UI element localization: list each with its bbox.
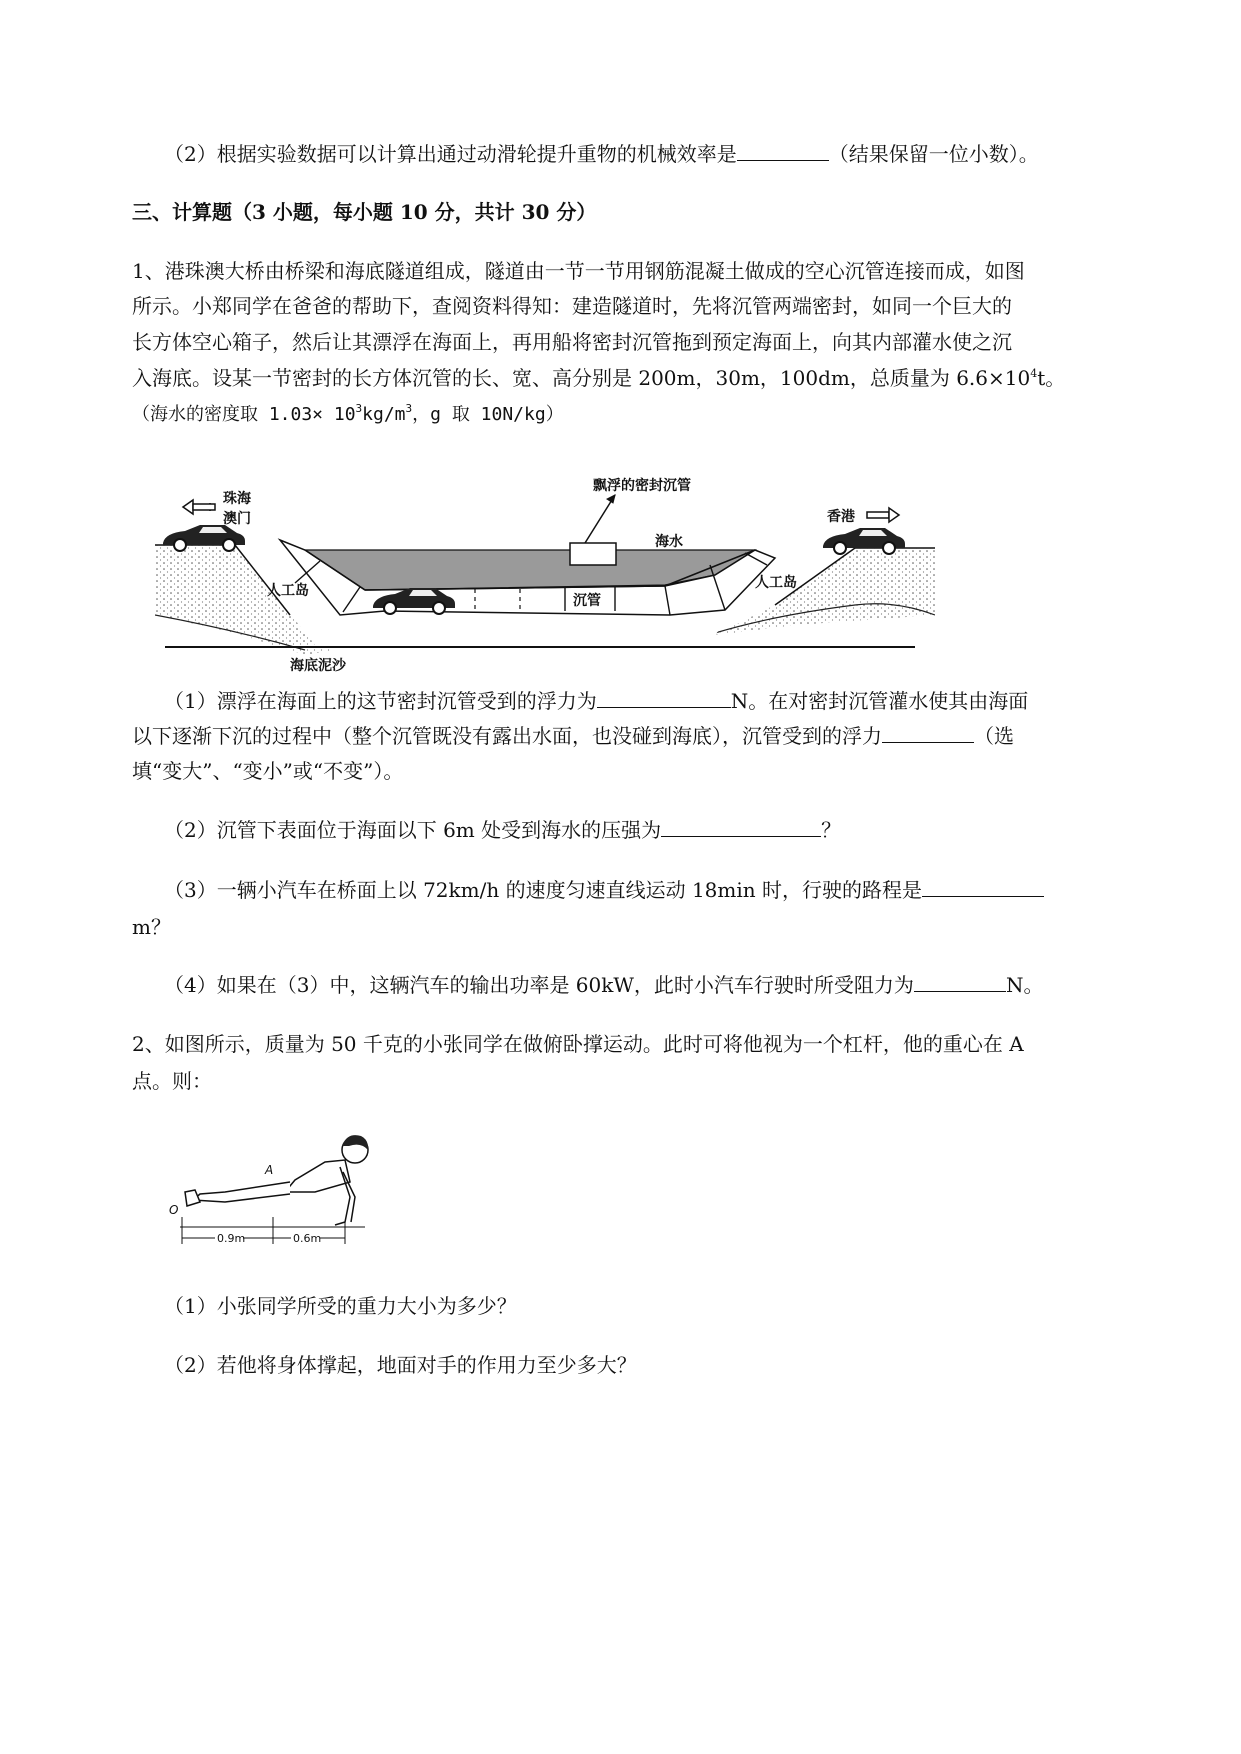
problem-1-line-2: 所示。小郑同学在爸爸的帮助下，查阅资料得知：建造隧道时，先将沉管两端密封，如同一个巨大的 xyxy=(132,294,1012,318)
label-seabed: 海底泥沙 xyxy=(290,658,346,674)
problem-1-line-4: 入海底。设某一节密封的长方体沉管的长、宽、高分别是 200m，30m，100dm，总质量为 $6.6\times 10^4t$。 xyxy=(132,366,1066,390)
label-tube: 沉管 xyxy=(573,593,601,609)
answer-blank[interactable] xyxy=(882,722,974,743)
answer-blank[interactable] xyxy=(922,876,1044,897)
pushup-diagram xyxy=(165,1122,380,1252)
section-title: 三、计算题（3 小题，每小题 10 分，共计 30 分） xyxy=(132,200,597,224)
label-macau: 澳门 xyxy=(223,511,251,527)
answer-blank[interactable] xyxy=(737,140,829,161)
problem-1-q3-line-2: m？ xyxy=(132,915,171,939)
problem-1-line-5: （海水的密度取 $1.03\times 10^3kg/m^3$，g 取 10N/kg） xyxy=(132,402,564,425)
problem-1-line-3: 长方体空心箱子，然后让其漂浮在海面上，再用船将密封沉管拖到预定海面上，向其内部灌水使之沉 xyxy=(132,330,1012,354)
label-hongkong: 香港 xyxy=(827,509,855,525)
problem-1-q1-line-2: 以下逐渐下沉的过程中（整个沉管既没有露出水面，也没碰到海底），沉管受到的浮力 （选 xyxy=(132,724,1014,748)
label-floating-tube: 飘浮的密封沉管 xyxy=(593,478,691,494)
problem-1-q1-line-1: （1）漂浮在海面上的这节密封沉管受到的浮力为 N。在对密封沉管灌水使其由海面 xyxy=(164,689,1029,713)
right-arrow-icon xyxy=(867,508,899,522)
problem-1-q2: （2）沉管下表面位于海面以下 6m 处受到海水的压强为 ？ xyxy=(164,818,842,842)
left-arrow-icon xyxy=(183,500,215,514)
label-island-right: 人工岛 xyxy=(755,575,797,591)
label-dist-1: 0.9m xyxy=(217,1232,246,1245)
problem-1-q4: （4）如果在（3）中，这辆汽车的输出功率是 60kW，此时小汽车行驶时所受阻力为 N。 xyxy=(164,973,1044,997)
problem-2-q1: （1）小张同学所受的重力大小为多少？ xyxy=(164,1294,517,1318)
problem-2-line-2: 点。则： xyxy=(132,1069,212,1093)
problem-2-line-1: 2、如图所示，质量为 50 千克的小张同学在做俯卧撑运动。此时可将他视为一个杠杆，他的重心在 A xyxy=(132,1032,1024,1056)
problem-1-line-1: 1、港珠澳大桥由桥梁和海底隧道组成，隧道由一节一节用钢筋混凝土做成的空心沉管连接而成，如图 xyxy=(132,259,1025,283)
label-dist-2: 0.6m xyxy=(293,1232,322,1245)
floating-tube-box xyxy=(570,543,616,565)
answer-blank[interactable] xyxy=(597,687,731,708)
label-o: O xyxy=(169,1203,179,1217)
problem-1-q1-line-3: 填“变大”、“变小”或“不变”）。 xyxy=(132,759,404,783)
answer-blank[interactable] xyxy=(914,971,1006,992)
label-seawater: 海水 xyxy=(655,534,683,550)
label-a: A xyxy=(265,1163,274,1177)
prev-question-2: （2）根据实验数据可以计算出通过动滑轮提升重物的机械效率是 （结果保留一位小数）。 xyxy=(164,142,1039,166)
tunnel-diagram xyxy=(155,465,935,725)
answer-blank[interactable] xyxy=(661,816,821,837)
problem-2-q2: （2）若他将身体撑起，地面对手的作用力至少多大？ xyxy=(164,1353,637,1377)
problem-1-q3-line-1: （3）一辆小汽车在桥面上以 72km/h 的速度匀速直线运动 18min 时，行驶的路程是 xyxy=(164,876,1044,903)
label-zhuhai: 珠海 xyxy=(223,491,251,507)
label-island-left: 人工岛 xyxy=(267,583,309,599)
